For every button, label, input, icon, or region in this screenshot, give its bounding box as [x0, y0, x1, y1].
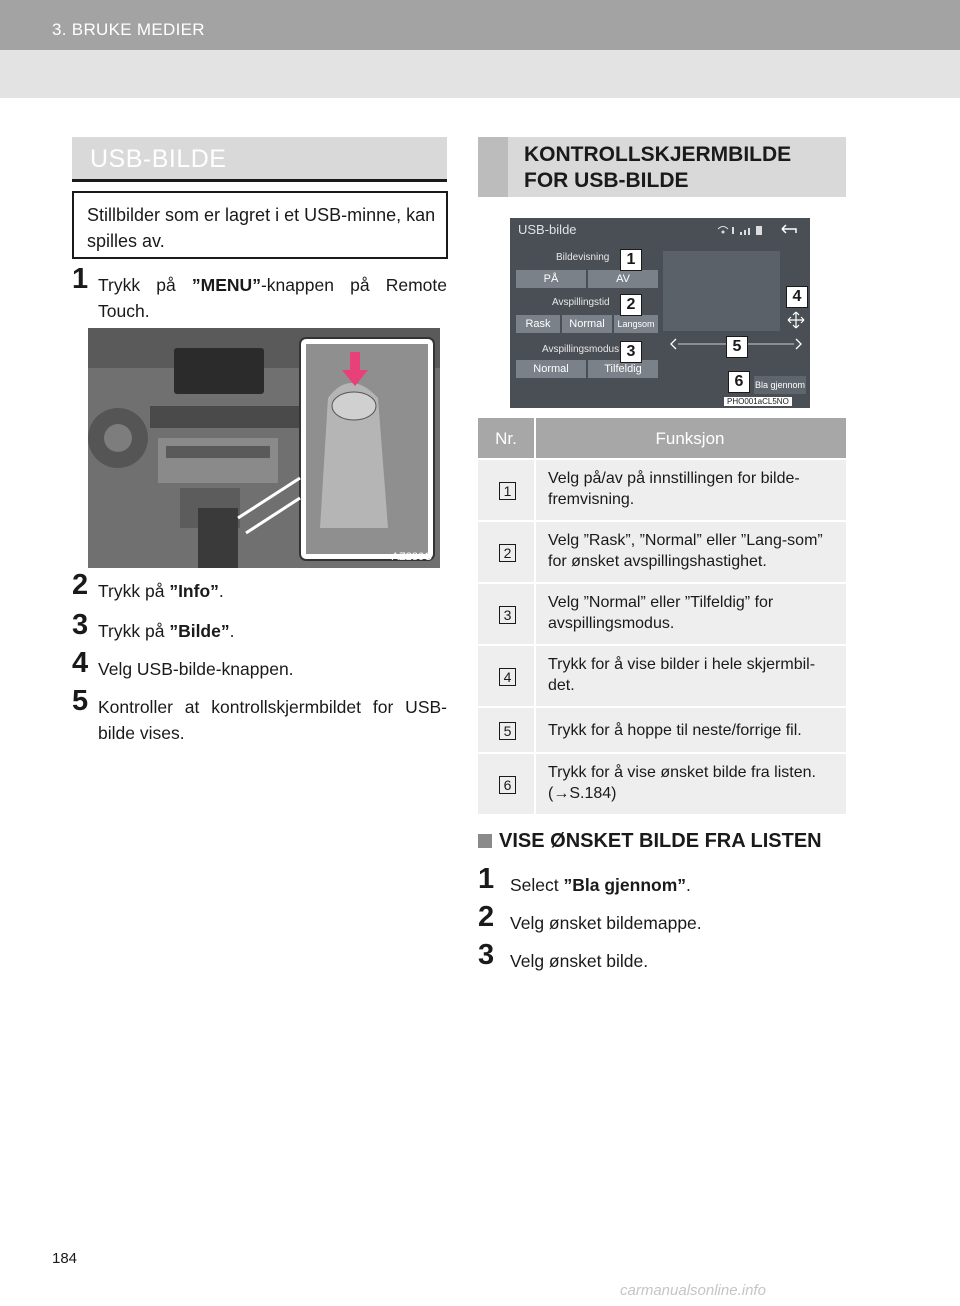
table-header	[478, 418, 846, 458]
table-row	[478, 520, 846, 582]
console-photo	[88, 328, 440, 568]
callout-5: 5	[726, 336, 748, 358]
bla-gjennom-button[interactable]: Bla gjennom	[754, 376, 806, 394]
row-number: 6	[499, 776, 516, 794]
intro-text: Stillbilder som er lagret i et USB-minne, kan spilles av.	[87, 205, 436, 251]
function-table	[478, 418, 846, 814]
row-text: Velg ”Rask”, ”Normal” eller ”Lang-som” for ønsket avspillingshastighet.	[548, 532, 823, 570]
tilfeldig-button[interactable]: Tilfeldig	[588, 360, 658, 378]
status-icons	[716, 224, 766, 236]
table-row	[478, 644, 846, 706]
watermark: carmanualsonline.info	[620, 1282, 766, 1299]
avspillingstid-label: Avspillingstid	[552, 297, 610, 308]
row-text: Trykk for å hoppe til neste/forrige fil.	[548, 722, 802, 739]
step-text: Velg ønsket bilde.	[510, 951, 649, 971]
header-bar	[0, 0, 960, 50]
row-number: 3	[499, 606, 516, 624]
table-row	[478, 752, 846, 814]
row-number: 2	[499, 544, 516, 562]
bildevisning-label: Bildevisning	[556, 252, 610, 263]
callout-6: 6	[728, 371, 750, 393]
dashboard-illustration	[88, 328, 440, 568]
normal-mode-button[interactable]: Normal	[516, 360, 586, 378]
step-number: 1	[72, 263, 89, 295]
table-row	[478, 706, 846, 752]
section-heading-usb-bilde	[72, 137, 447, 182]
page-number: 184	[52, 1250, 78, 1267]
step-text: Velg USB-bilde-knappen.	[98, 659, 294, 679]
fullscreen-icon[interactable]	[786, 310, 806, 330]
callout-1: 1	[620, 249, 642, 271]
usb-image-screen	[510, 218, 810, 408]
rask-button[interactable]: Rask	[516, 315, 560, 333]
row-text: Trykk for å vise ønsket bilde fra listen. (→S.184)	[548, 764, 816, 802]
image-code: PHO001aCL5NO	[724, 397, 792, 406]
section-title: USB-BILDE	[90, 145, 227, 173]
section-title: KONTROLLSKJERMBILDE FOR USB-BILDE	[524, 143, 792, 192]
step-text: Velg ønsket bildemappe.	[510, 913, 702, 933]
step-number: 1	[478, 863, 495, 895]
callout-4: 4	[786, 286, 808, 308]
step-number: 5	[72, 685, 89, 717]
heading-tab	[478, 137, 508, 197]
normal-speed-button[interactable]: Normal	[562, 315, 612, 333]
row-text: Trykk for å vise bilder i hele skjermbil-det.	[548, 656, 816, 694]
section-heading-kontrollskjerm	[478, 137, 846, 197]
header-subbar	[0, 50, 960, 98]
callout-3: 3	[620, 341, 642, 363]
row-text: Velg på/av på innstillingen for bilde-fremvisning.	[548, 470, 800, 508]
chapter-title: 3. BRUKE MEDIER	[52, 20, 205, 39]
photo-code: AZ236C	[391, 551, 432, 563]
square-bullet-icon	[478, 834, 492, 848]
langsom-button[interactable]: Langsom	[614, 315, 658, 333]
avspillingsmodus-label: Avspillingsmodus	[542, 344, 620, 355]
image-preview-pane	[663, 251, 780, 331]
step-number: 2	[72, 569, 89, 601]
step-text: Trykk på ”MENU”-knappen på Remote Touch.	[98, 275, 447, 321]
step-text: Trykk på ”Bilde”.	[98, 621, 235, 641]
back-icon[interactable]	[778, 222, 800, 236]
screen-title: USB-bilde	[518, 222, 577, 237]
table-row	[478, 582, 846, 644]
step-text: Kontroller at kontrollskjermbildet for USB-bilde vises.	[98, 697, 447, 743]
col-nr-header: Nr.	[495, 429, 517, 448]
step-number: 3	[72, 609, 89, 641]
row-text: Velg ”Normal” eller ”Tilfeldig” for avspillingsmodus.	[548, 594, 774, 632]
row-number: 1	[499, 482, 516, 500]
row-number: 5	[499, 722, 516, 740]
step-number: 2	[478, 901, 495, 933]
col-funksjon-header: Funksjon	[655, 429, 725, 448]
intro-box	[72, 191, 448, 259]
pa-button[interactable]: PÅ	[516, 270, 586, 288]
row-number: 4	[499, 668, 516, 686]
callout-2: 2	[620, 294, 642, 316]
step-text: Trykk på ”Info”.	[98, 581, 224, 601]
step-text: Select ”Bla gjennom”.	[510, 875, 691, 895]
step-number: 4	[72, 647, 89, 679]
table-row	[478, 458, 846, 520]
av-button[interactable]: AV	[588, 270, 658, 288]
step-number: 3	[478, 939, 495, 971]
subheading: VISE ØNSKET BILDE FRA LISTEN	[478, 830, 822, 853]
